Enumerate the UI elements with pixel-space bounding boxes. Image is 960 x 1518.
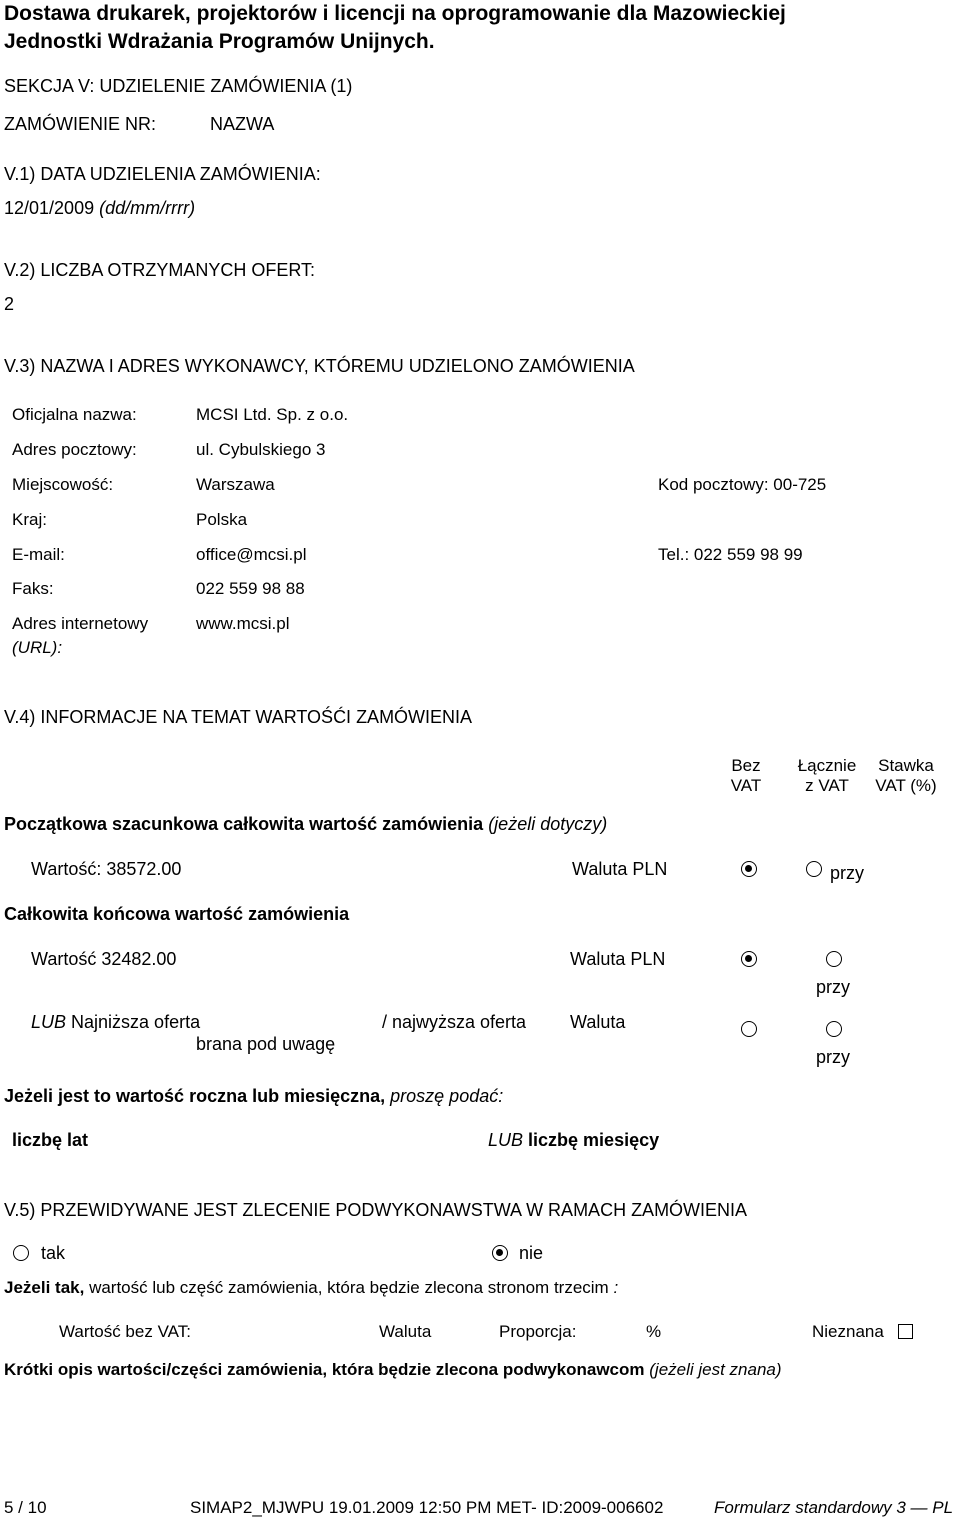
col-stawka-line2: VAT (%) (875, 775, 937, 795)
offer-przy: przy (816, 1047, 851, 1067)
order-number-label: ZAMÓWIENIE NR: (4, 114, 156, 134)
subcontracting-no-radio[interactable] (492, 1245, 508, 1261)
offer-currency-label: Waluta (570, 1012, 626, 1032)
percent-label: % (646, 1322, 662, 1341)
document-title-line2: Jednostki Wdrażania Programów Unijnych. (4, 30, 435, 53)
award-date (4, 198, 195, 219)
country-label: Kraj: (12, 510, 47, 529)
award-date-value: 12/01/2009 (4, 198, 95, 218)
subcontracting-heading: V.5) PRZEWIDYWANE JEST ZLECENIE PODWYKONAWSTWA W RAMACH ZAMÓWIENIA (4, 1200, 748, 1220)
taken-into-account-label: brana pod uwagę (196, 1034, 336, 1054)
url-value: www.mcsi.pl (196, 614, 290, 633)
email-label: E-mail: (12, 545, 65, 564)
initial-with-vat-radio[interactable] (806, 861, 822, 877)
document-title-line1: Dostawa drukarek, projektorów i licencji na oprogramowanie dla Mazowieckiej (4, 2, 786, 25)
if-yes-colon: : (613, 1278, 619, 1297)
award-date-format: (dd/mm/rrrr) (99, 198, 196, 218)
offer-bez-vat-radio[interactable] (741, 1021, 757, 1037)
lowest-offer-row (31, 1012, 200, 1033)
initial-bez-vat-radio[interactable] (741, 861, 757, 877)
url-label-line2: (URL): (12, 638, 63, 657)
value-info-heading: V.4) INFORMACJE NA TEMAT WARTOŚĆI ZAMÓWIENIA (4, 707, 473, 727)
order-name-label: NAZWA (210, 114, 275, 134)
postal-address-label: Adres pocztowy: (12, 440, 137, 459)
short-description-label (4, 1360, 782, 1380)
col-lacznie-header (790, 756, 864, 795)
months-label: liczbę miesięcy (528, 1130, 660, 1150)
col-bez-vat-line1: Bez (731, 756, 761, 775)
proportion-label: Proporcja: (499, 1322, 577, 1341)
section-heading: SEKCJA V: UDZIELENIE ZAMÓWIENIA (1) (4, 76, 353, 96)
unknown-checkbox[interactable] (898, 1324, 913, 1339)
subcontracting-yes-label: tak (41, 1243, 66, 1263)
annual-monthly-text: Jeżeli jest to wartość roczna lub miesięczna, (4, 1086, 386, 1106)
final-currency: Waluta PLN (570, 949, 666, 969)
col-bez-vat-line2: VAT (730, 775, 762, 795)
country-value: Polska (196, 510, 248, 529)
subcontracting-yes-radio[interactable] (13, 1245, 29, 1261)
footer-page-number: 5 / 10 (4, 1498, 47, 1517)
fax-label: Faks: (12, 579, 54, 598)
award-date-heading: V.1) DATA UDZIELENIA ZAMÓWIENIA: (4, 164, 321, 184)
unknown-label: Nieznana (812, 1322, 884, 1341)
initial-currency: Waluta PLN (572, 859, 668, 879)
offer-with-vat-radio[interactable] (826, 1021, 842, 1037)
lowest-offer-label: Najniższa oferta (71, 1012, 201, 1032)
fax-value: 022 559 98 88 (196, 579, 305, 598)
if-yes-bold: Jeżeli tak, (4, 1278, 85, 1297)
city-value: Warszawa (196, 475, 275, 494)
initial-value-label-text: Początkowa szacunkowa całkowita wartość zamówienia (4, 814, 484, 834)
lub-label: LUB (31, 1012, 67, 1032)
final-with-vat-radio[interactable] (826, 951, 842, 967)
years-label: liczbę lat (12, 1130, 89, 1150)
telephone: Tel.: 022 559 98 99 (658, 545, 803, 564)
value-no-vat-label: Wartość bez VAT: (59, 1322, 191, 1341)
email-value: office@mcsi.pl (196, 545, 307, 564)
final-przy: przy (816, 977, 851, 997)
lub-label-2: LUB (488, 1130, 524, 1150)
subcontract-currency-label: Waluta (379, 1322, 432, 1341)
col-lacznie-line1: Łącznie (797, 756, 857, 775)
annual-monthly-label (4, 1086, 503, 1107)
short-description-note: (jeżeli jest znana) (649, 1360, 782, 1379)
col-stawka-line1: Stawka (878, 756, 934, 775)
url-label-line1: Adres internetowy (12, 614, 149, 633)
initial-przy: przy (830, 863, 865, 883)
offers-count-value: 2 (4, 294, 15, 314)
if-yes-label (4, 1278, 618, 1298)
final-value: Wartość 32482.00 (31, 949, 177, 969)
col-bez-vat-header (716, 756, 776, 795)
col-lacznie-line2: z VAT (805, 775, 849, 795)
initial-value-label (4, 814, 607, 835)
footer-form-name: Formularz standardowy 3 — PL (714, 1498, 954, 1517)
col-stawka-header (870, 756, 942, 795)
offers-count-heading: V.2) LICZBA OTRZYMANYCH OFERT: (4, 260, 316, 280)
highest-offer-label: / najwyższa oferta (382, 1012, 527, 1032)
postcode: Kod pocztowy: 00-725 (658, 475, 827, 494)
official-name-label: Oficjalna nazwa: (12, 405, 137, 424)
short-description-text: Krótki opis wartości/części zamówienia, która będzie zlecona podwykonawcom (4, 1360, 645, 1379)
initial-value: Wartość: 38572.00 (31, 859, 182, 879)
subcontracting-no-label: nie (519, 1243, 544, 1263)
city-label: Miejscowość: (12, 475, 114, 494)
final-value-label: Całkowita końcowa wartość zamówienia (4, 904, 350, 924)
if-yes-text: wartość lub część zamówienia, która będzie zlecona stronom trzecim (89, 1278, 609, 1297)
initial-value-label-note: (jeżeli dotyczy) (488, 814, 608, 834)
final-bez-vat-radio[interactable] (741, 951, 757, 967)
postal-address-value: ul. Cybulskiego 3 (196, 440, 326, 459)
months-row (488, 1130, 659, 1151)
contractor-heading: V.3) NAZWA I ADRES WYKONAWCY, KTÓREMU UDZIELONO ZAMÓWIENIA (4, 356, 635, 376)
annual-monthly-note: proszę podać: (390, 1086, 504, 1106)
footer-document-id: SIMAP2_MJWPU 19.01.2009 12:50 PM MET- ID:2009-006602 (190, 1498, 664, 1517)
official-name-value: MCSI Ltd. Sp. z o.o. (196, 405, 349, 424)
